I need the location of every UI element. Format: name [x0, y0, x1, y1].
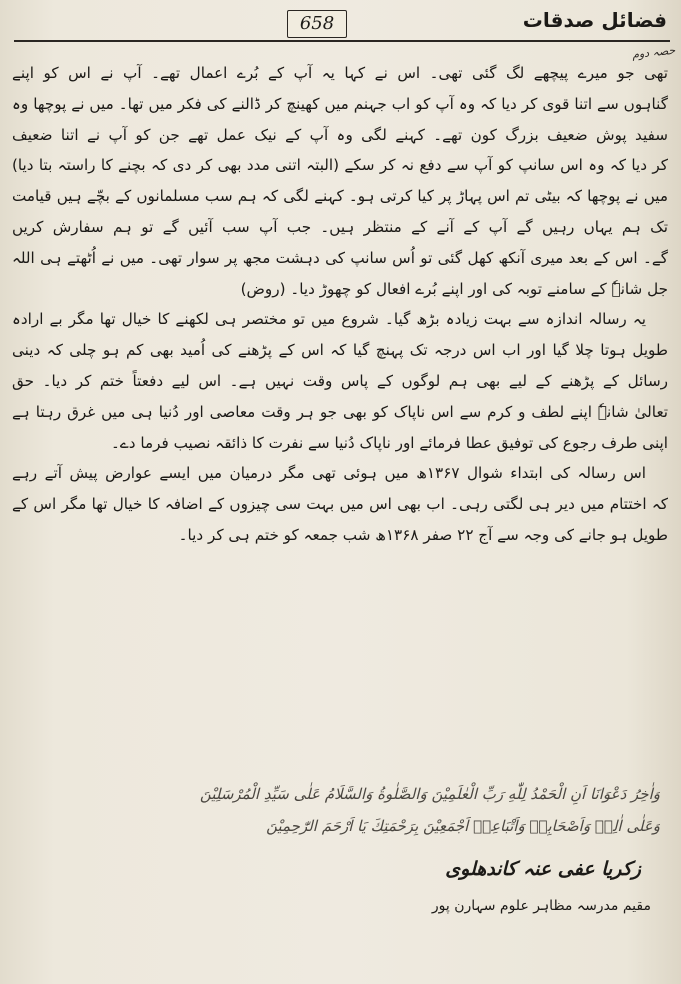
text-line: گے۔ اس کے بعد میری آنکھ کھل گئی تو اُس سانپ کی دہشت مجھ پر سوار تھی۔ میں نے اُٹھتے ہی اللہ — [12, 248, 668, 267]
text-line: کہ اختتام میں دیر ہی لگتی رہی۔ اب بھی اس میں بہت سی چیزوں کے اضافہ کا خیال تھا مگر اس کے — [12, 495, 668, 514]
author-designation: مقیم مدرسہ مظاہر علوم سہارن پور — [431, 898, 651, 914]
book-title: فضائل صدقات — [522, 8, 667, 32]
text-line: تک ہم یہاں رہیں گے آپ کے آنے کے منتظر ہیں۔ جب آپ سب آئیں گے تو ہم سفارش کریں — [12, 217, 668, 236]
text-line: رسائل کے پڑھنے کے لیے بھی ہم لوگوں کے پاس وقت نہیں ہے۔ اس لیے دفعتاً ختم کر دیا۔ حق — [12, 371, 668, 390]
text-line: سفید پوش ضعیف بزرگ کون تھے۔ کہنے لگی وہ آپ کے نیک عمل تھے جن کو آپ نے اتنا ضعیف — [12, 125, 668, 144]
text-line: تھی جو میرے پیچھے لگ گئی تھی۔ اس نے کہا یہ آپ کے بُرے اعمال تھے۔ آپ نے اس کو اپنے — [12, 64, 668, 82]
text-line: جل شانہٗ کے سامنے توبہ کی اور اپنے بُرے افعال کو چھوڑ دیا۔ (روض) — [240, 279, 668, 298]
text-line: کر دیا کہ وہ اس سانپ کو آپ سے دفع نہ کر سکے (البتہ اتنی مدد بھی کر دی کہ بچنے کا راستہ بتا دیا) — [12, 156, 668, 175]
text-line: میں نے پوچھا کہ بیٹی تم اس پہاڑ پر کیا کرتی ہو۔ کہنے لگی کہ ہم سب مسلمانوں کے بچّے ہیں قیامت — [12, 187, 668, 206]
closing-dua — [30, 778, 660, 842]
text-line: طویل ہوتا چلا گیا اور اب اس درجہ تک پہنچ گیا کہ اس کے پڑھنے کی اُمید بھی کم ہو چلی کہ دینی — [12, 341, 668, 360]
text-line: اس رسالہ کی ابتداء شوال ۱۳۶۷ھ میں ہوئی تھی مگر درمیان میں ایسے عوارض پیش آتے رہے — [12, 464, 646, 483]
section-label: حصہ دوم — [631, 43, 676, 62]
text-line: اپنی طرف رجوع کی توفیق عطا فرمائے اور ناپاک دُنیا سے نفرت کا ذائقہ نصیب فرما دے۔ — [110, 433, 668, 452]
page-number: 658 — [287, 10, 347, 38]
header-rule — [14, 40, 670, 42]
author-signature: زکریا عفی عنہ کاندھلوی — [445, 858, 641, 880]
text-line: یہ رسالہ اندازہ سے بہت زیادہ بڑھ گیا۔ شروع میں تو مختصر ہی لکھنے کا خیال تھا مگر بے ارادہ — [12, 310, 646, 329]
dua-line: وَعَلٰى اٰلِهٖ وَاَصْحَابِهٖ وَاَتْبَاعِهٖ اَجْمَعِيْنَ بِرَحْمَتِكَ يَا اَرْحَمَ الرّٰحِمِيْنَ — [266, 817, 660, 835]
text-line: گناہوں سے اتنا قوی کر دیا کہ وہ آپ کو اب جہنم میں کھینچ کر ڈالنے کی فکر میں تھا۔ میں نے پوچھا وہ — [12, 94, 668, 113]
text-line: تعالیٰ شانہٗ اپنے لطف و کرم سے اس ناپاک کو بھی جو ہر وقت معاصی اور دُنیا ہی میں غرق رہتا ہے — [12, 402, 668, 421]
body-text — [12, 58, 668, 551]
text-line: طویل ہو جانے کی وجہ سے آج ۲۲ صفر ۱۳۶۸ھ شب جمعہ کو ختم ہی کر دیا۔ — [178, 525, 668, 544]
dua-line: وَاٰخِرُ دَعْوَانَا اَنِ الْحَمْدُ لِلّٰهِ رَبِّ الْعٰلَمِيْنَ وَالصَّلٰوةُ وَالسَّلَامُ عَلٰى سَيِّدِ الْمُرْسَلِيْنَ — [199, 785, 660, 803]
